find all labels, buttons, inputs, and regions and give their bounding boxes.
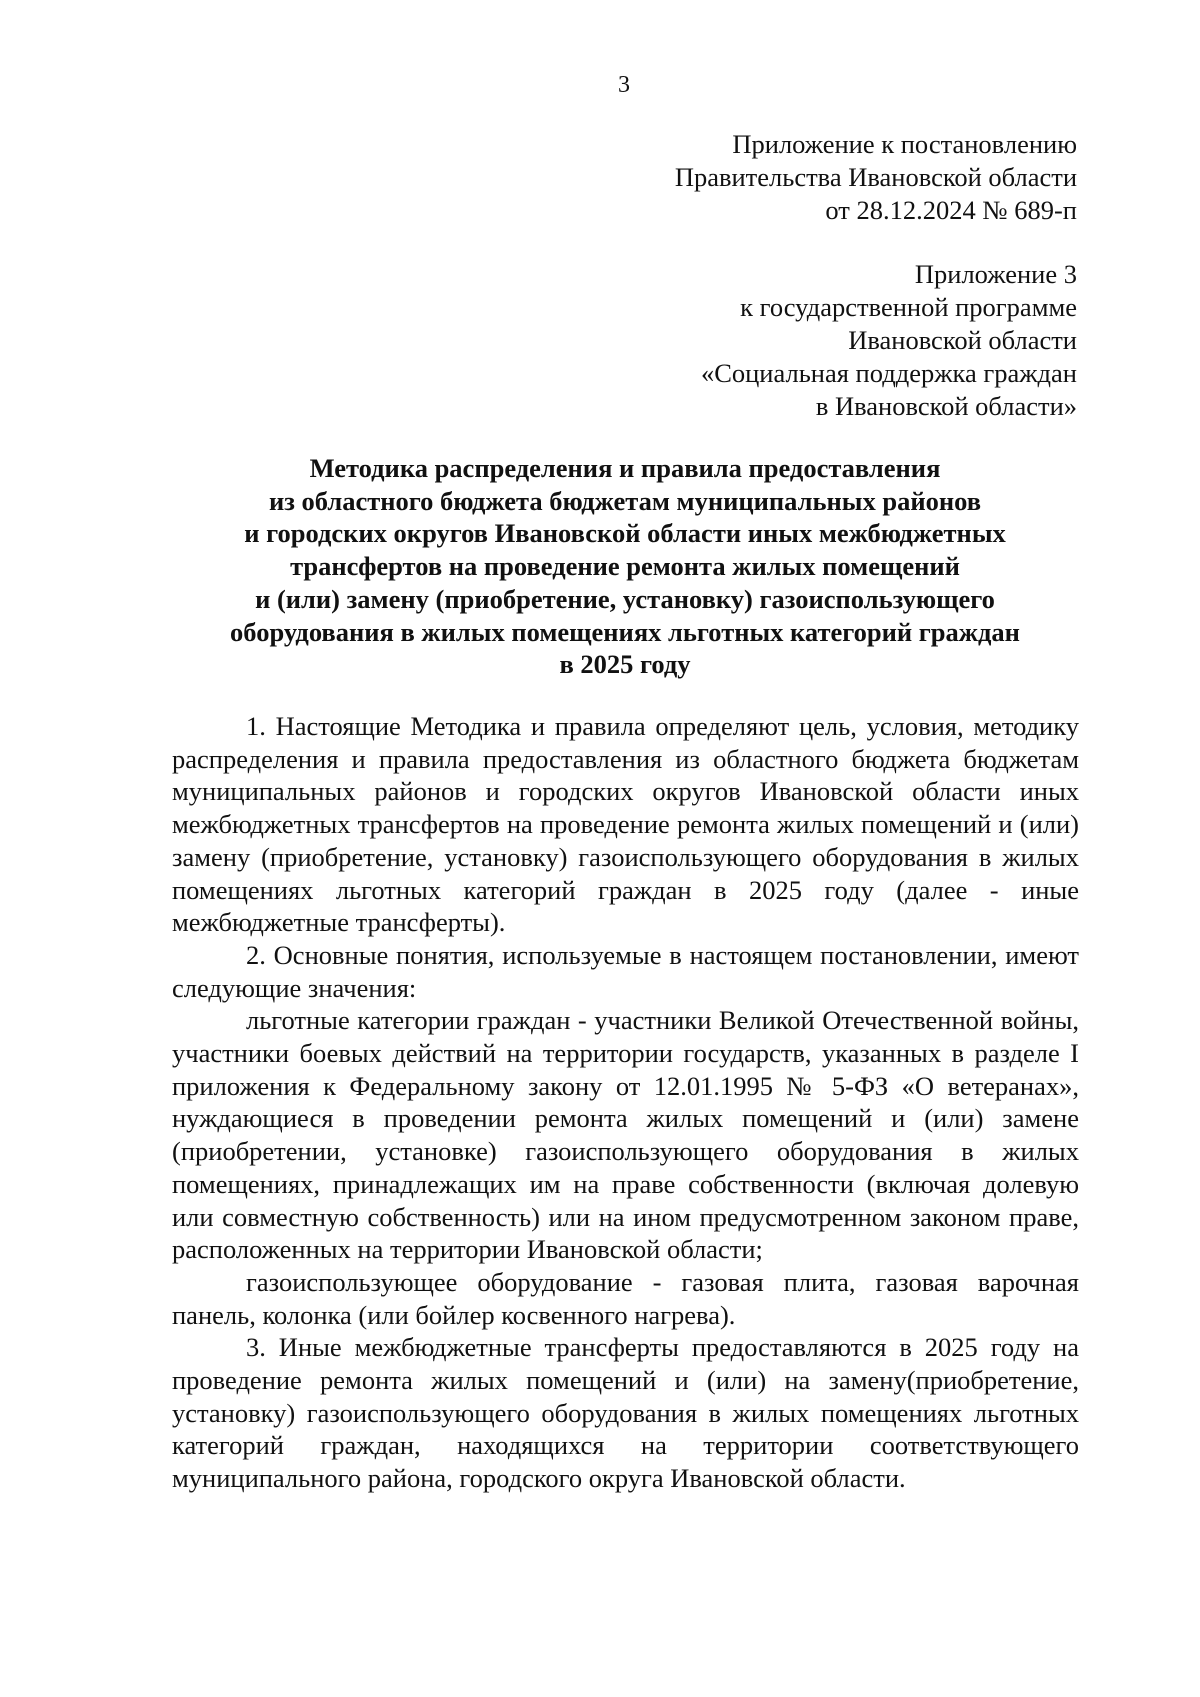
title-line: и (или) замену (приобретение, установку) газоиспользующего <box>255 583 995 614</box>
title-line: в 2025 году <box>559 649 691 680</box>
appendix-program-header <box>701 258 1077 423</box>
document-body <box>172 710 1079 1495</box>
appendix-resolution-line: от 28.12.2024 № 689-п <box>825 195 1077 225</box>
appendix-program-line: к государственной программе <box>740 292 1077 322</box>
page-number: 3 <box>618 72 630 98</box>
title-line: оборудования в жилых помещениях льготных категорий граждан <box>230 616 1020 647</box>
appendix-program-line: «Социальная поддержка граждан <box>700 358 1077 388</box>
title-line: и городских округов Ивановской области иных межбюджетных <box>244 518 1006 549</box>
document-title <box>170 452 1080 681</box>
definition-gas-equipment: газоиспользующее оборудование - газовая плита, газовая варочная панель, колонка (или бойлер косвенного нагрева). <box>172 1266 1079 1330</box>
definition-privileged-categories: льготные категории граждан - участники Великой Отечественной войны, участники боевых действий на территории государств, указанных в разделе I приложения к Федеральному закону от 12.01.1995 № 5-ФЗ «О ветеранах», нуждающиеся в проведении ремонта жилых помещений и (или) замене (приобретении, установке) газоиспользующего оборудования в жилых помещениях, принадлежащих им на праве собственности (включая долевую или совместную собственность) или на ином предусмотренном законом праве, расположенных на территории Ивановской области; <box>172 1005 1079 1265</box>
paragraph-1-purpose: 1. Настоящие Методика и правила определяют цель, условия, методику распределения и правила предоставления из областного бюджета бюджетам муниципальных районов и городских округов Ивановской области иных межбюджетных трансфертов на проведение ремонта жилых помещений и (или) замену (приобретение, установку) газоиспользующего оборудования в жилых помещениях льготных категорий граждан в 2025 году (далее - иные межбюджетные трансферты). <box>172 711 1079 938</box>
appendix-program-line: в Ивановской области» <box>815 391 1077 421</box>
appendix-program-line: Приложение 3 <box>914 259 1077 289</box>
title-line: трансфертов на проведение ремонта жилых помещений <box>290 551 960 582</box>
paragraph-3-transfers: 3. Иные межбюджетные трансферты предоставляются в 2025 году на проведение ремонта жилых помещений и (или) на замену(приобретение, установку) газоиспользующего оборудования в жилых помещениях льготных категорий граждан, находящихся на территории соответствующего муниципального района, городского округа Ивановской области. <box>172 1332 1079 1494</box>
title-line: Методика распределения и правила предоставления <box>309 453 941 483</box>
appendix-program-line: Ивановской области <box>848 325 1077 355</box>
title-line: из областного бюджета бюджетам муниципальных районов <box>268 485 982 516</box>
appendix-resolution-line: Правительства Ивановской области <box>674 162 1077 192</box>
appendix-resolution-line: Приложение к постановлению <box>732 129 1077 159</box>
appendix-resolution-header <box>675 128 1077 227</box>
paragraph-2-definitions: 2. Основные понятия, используемые в настоящем постановлении, имеют следующие значения: <box>172 939 1079 1003</box>
